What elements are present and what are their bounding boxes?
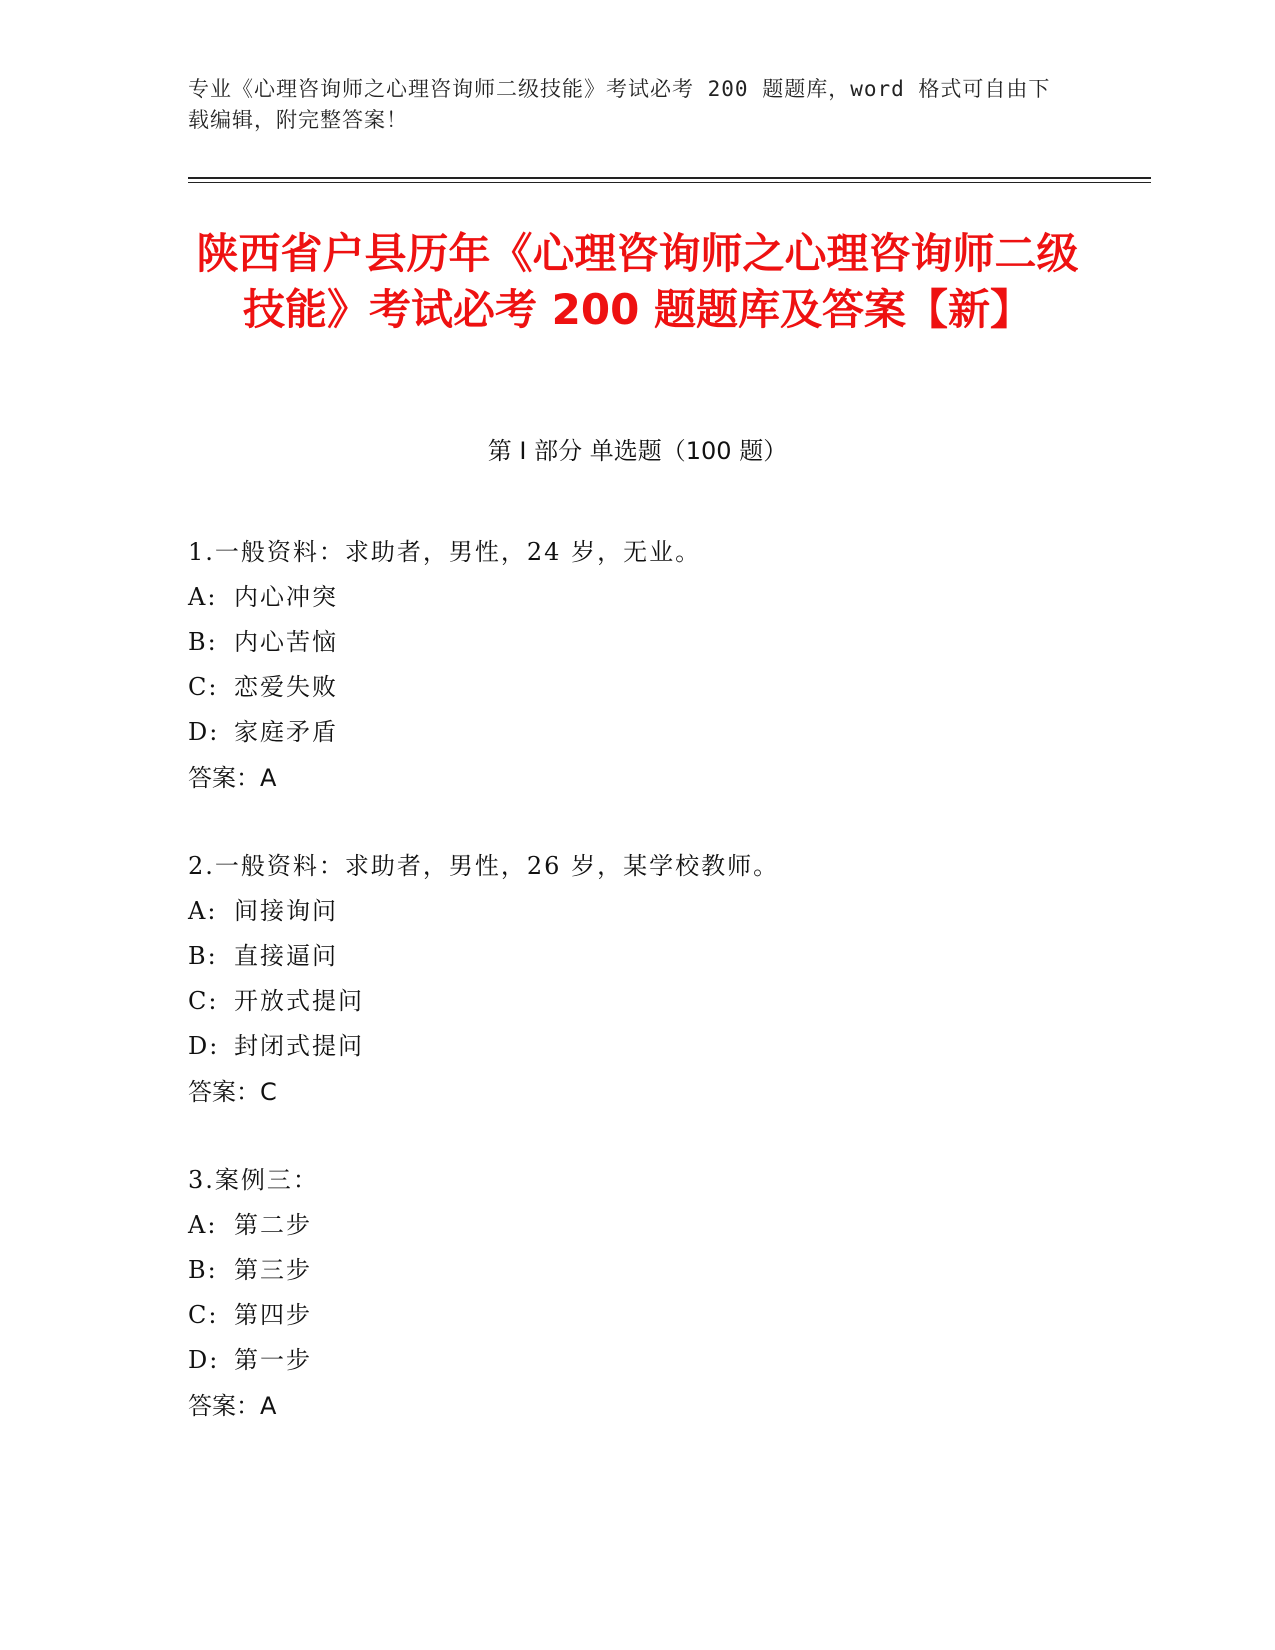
option-key: A: <box>188 897 218 925</box>
option-text: 内心苦恼 <box>234 628 338 656</box>
option-text: 间接询问 <box>234 897 338 925</box>
option-c <box>188 1293 1088 1338</box>
answer-value: A <box>260 1392 277 1420</box>
option-text: 恋爱失败 <box>234 673 338 701</box>
option-c <box>188 665 1088 710</box>
option-text: 第二步 <box>234 1211 312 1239</box>
option-key: A: <box>188 583 218 611</box>
option-key: C: <box>188 987 219 1015</box>
question-3 <box>188 1158 1088 1429</box>
question-list <box>188 530 1088 1472</box>
answer-value: C <box>260 1078 277 1106</box>
document-title: 陕西省户县历年《心理咨询师之心理咨询师二级技能》考试必考 200 题题库及答案【新】 <box>196 229 1079 334</box>
answer-line <box>188 1069 1088 1115</box>
option-b <box>188 620 1088 665</box>
option-key: D: <box>188 718 220 746</box>
option-text: 第一步 <box>234 1346 312 1374</box>
option-key: D: <box>188 1346 220 1374</box>
question-stem: 2.一般资料：求助者，男性，26 岁，某学校教师。 <box>188 852 780 880</box>
option-text: 第三步 <box>234 1256 312 1284</box>
option-key: C: <box>188 1301 219 1329</box>
option-key: D: <box>188 1032 220 1060</box>
option-text: 家庭矛盾 <box>234 718 338 746</box>
option-text: 封闭式提问 <box>234 1032 364 1060</box>
question-1 <box>188 530 1088 801</box>
answer-value: A <box>260 764 277 792</box>
option-key: B: <box>188 1256 218 1284</box>
section-title: 第 I 部分 单选题（100 题） <box>487 437 788 465</box>
answer-prefix: 答案： <box>188 764 260 792</box>
option-a <box>188 1203 1088 1248</box>
option-text: 开放式提问 <box>234 987 364 1015</box>
answer-prefix: 答案： <box>188 1078 260 1106</box>
question-stem: 1.一般资料：求助者，男性，24 岁，无业。 <box>188 538 702 566</box>
option-key: A: <box>188 1211 218 1239</box>
answer-line <box>188 755 1088 801</box>
option-b <box>188 1248 1088 1293</box>
option-text: 第四步 <box>234 1301 312 1329</box>
option-key: B: <box>188 942 218 970</box>
header-note: 专业《心理咨询师之心理咨询师二级技能》考试必考 200 题题库，word 格式可自由下载编辑，附完整答案！ <box>188 77 1051 132</box>
option-c <box>188 979 1088 1024</box>
option-key: B: <box>188 628 218 656</box>
option-a <box>188 889 1088 934</box>
answer-line <box>188 1383 1088 1429</box>
header-divider-thick <box>188 177 1151 179</box>
option-d <box>188 710 1088 755</box>
option-text: 直接逼问 <box>234 942 338 970</box>
header-divider-thin <box>188 182 1151 183</box>
question-stem: 3.案例三： <box>188 1166 319 1194</box>
option-key: C: <box>188 673 219 701</box>
option-text: 内心冲突 <box>234 583 338 611</box>
option-a <box>188 575 1088 620</box>
answer-prefix: 答案： <box>188 1392 260 1420</box>
question-2 <box>188 844 1088 1115</box>
option-b <box>188 934 1088 979</box>
option-d <box>188 1024 1088 1069</box>
option-d <box>188 1338 1088 1383</box>
